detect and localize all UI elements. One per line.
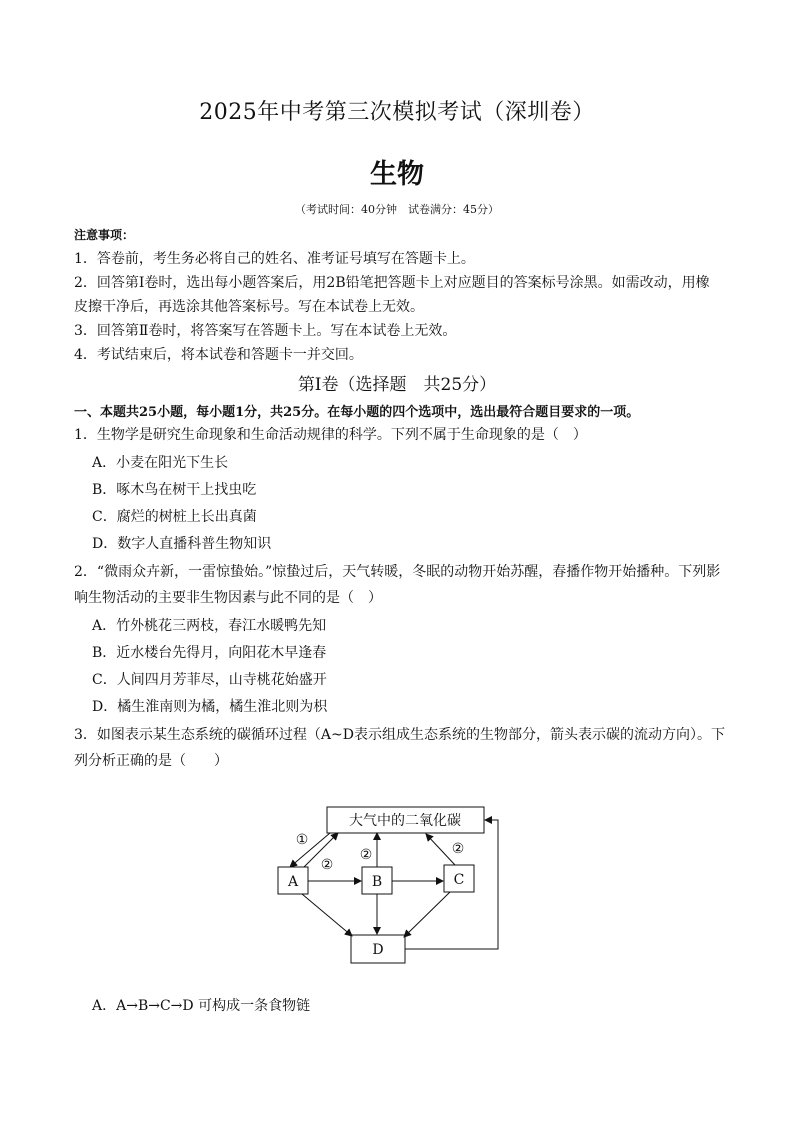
- node-a-label: A: [287, 874, 299, 890]
- option-c: C．人间四月芳菲尽，山寺桃花始盛开: [92, 672, 327, 688]
- subject-title: 生物: [370, 159, 424, 190]
- option-c: C．腐烂的树桩上长出真菌: [92, 509, 257, 525]
- notice-item: 1．答卷前，考生务必将自己的姓名、准考证号填写在答题卡上。: [74, 251, 475, 267]
- option-d: D．橘生淮南则为橘，橘生淮北则为枳: [92, 699, 328, 715]
- arrow-c-to-d: [404, 892, 450, 937]
- node-b-label: B: [371, 874, 383, 890]
- notice-item: 皮擦干净后，再选涂其他答案标号。写在本试卷上无效。: [74, 299, 424, 315]
- section-title: 第Ⅰ卷（选择题 共25分）: [297, 375, 497, 395]
- notice-item: 3．回答第Ⅱ卷时，将答案写在答题卡上。写在本试卷上无效。: [74, 323, 457, 339]
- marker-2-c: ②: [451, 841, 465, 857]
- atmosphere-label: 大气中的二氧化碳: [349, 813, 461, 829]
- notice-item: 4．考试结束后，将本试卷和答题卡一并交回。: [74, 347, 363, 363]
- option-a: A．竹外桃花三两枝，春江水暖鸭先知: [92, 618, 327, 634]
- option-d: D．数字人直播科普生物知识: [92, 536, 272, 552]
- arrow-a-to-d: [302, 894, 352, 936]
- question-stem: 2．“微雨众卉新，一雷惊蛰始。”惊蛰过后，天气转暖，冬眠的动物开始苏醒，春播作物开始播种。下列影: [74, 564, 721, 580]
- option-a: A．小麦在阳光下生长: [92, 455, 229, 471]
- notice-heading: 注意事项：: [74, 228, 135, 242]
- marker-2-a: ②: [320, 857, 334, 873]
- exam-title: 2025年中考第三次模拟考试（深圳卷）: [199, 100, 595, 125]
- option-a: A．A→B→C→D 可构成一条食物链: [92, 998, 311, 1014]
- node-d-label: D: [372, 942, 384, 958]
- marker-2-b: ②: [359, 847, 373, 863]
- exam-meta: （考试时间：40分钟 试卷满分：45分）: [295, 203, 499, 216]
- option-b: B．啄木鸟在树干上找虫吃: [92, 482, 257, 498]
- node-c-label: C: [453, 872, 465, 888]
- question-stem: 1．生物学是研究生命现象和生命活动规律的科学。下列不属于生命现象的是（ ）: [74, 427, 587, 443]
- marker-1: ①: [295, 832, 309, 848]
- notice-item: 2．回答第Ⅰ卷时，选出每小题答案后，用2B铅笔把答题卡上对应题目的答案标号涂黑。如需改动，用橡: [74, 275, 710, 291]
- question-stem: 3．如图表示某生态系统的碳循环过程（A~D表示组成生态系统的生物部分，箭头表示碳的流动方向）。下: [74, 727, 725, 743]
- question-stem-continued: 列分析正确的是（ ）: [74, 753, 228, 769]
- option-b: B．近水楼台先得月，向阳花木早逢春: [92, 645, 327, 661]
- arrow-c-to-atm: [426, 834, 455, 865]
- question-stem-continued: 响生物活动的主要非生物因素与此不同的是（ ）: [74, 590, 382, 606]
- section-instruction: 一、本题共25小题，每小题1分，共25分。在每小题的四个选项中，选出最符合题目要求的一项。: [74, 405, 640, 420]
